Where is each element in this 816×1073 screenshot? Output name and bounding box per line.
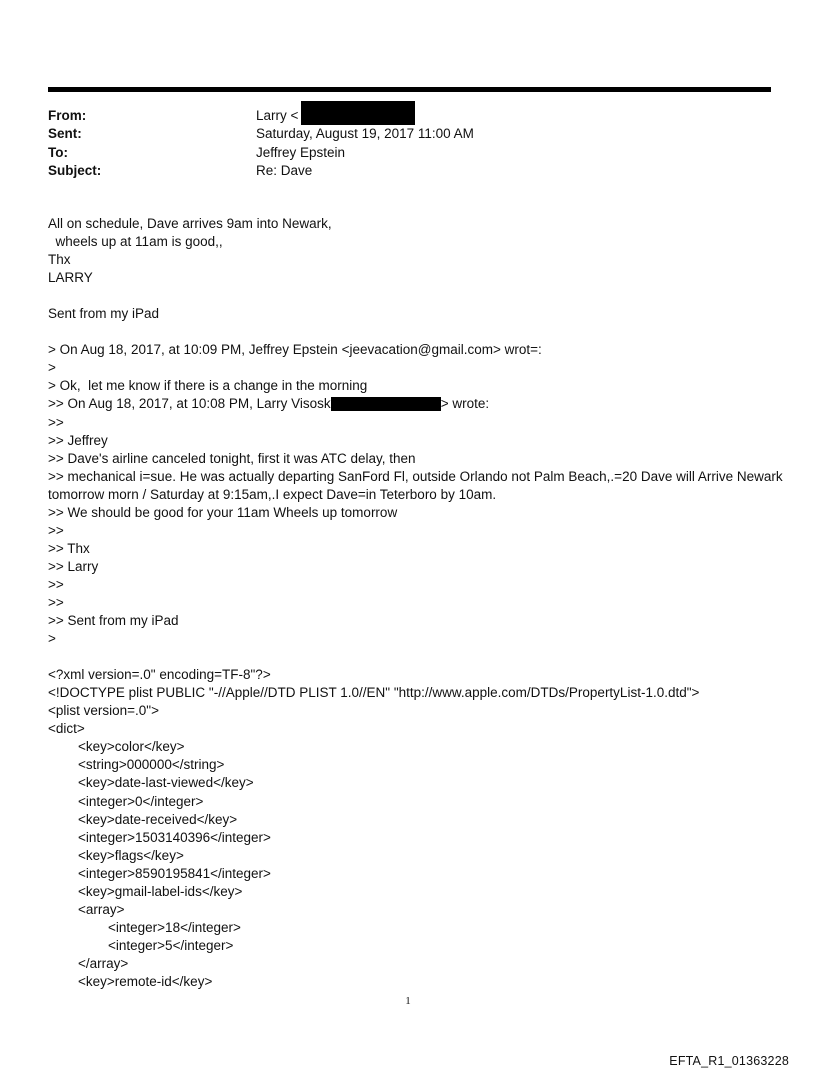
redaction-box (301, 101, 415, 125)
to-value: Jeffrey Epstein (256, 144, 346, 160)
xml-line: <key>remote-id</key> (48, 973, 213, 989)
redaction-box (331, 397, 441, 411)
xml-line: <integer>1503140396</integer> (48, 829, 271, 845)
xml-line: <integer>18</integer> (48, 919, 241, 935)
subject-row (48, 162, 474, 180)
email-body (48, 215, 788, 991)
to-label: To: (48, 144, 68, 160)
email-header (48, 107, 474, 181)
quoted-line: > On Aug 18, 2017, at 10:09 PM, Jeffrey Epstein <jeevacation@gmail.com> wrot=: (48, 342, 542, 358)
quoted-line: >> We should be good for your 11am Wheels up tomorrow (48, 504, 398, 520)
xml-line: <plist version=.0"> (48, 703, 159, 719)
from-row (48, 107, 474, 125)
xml-line: <dict> (48, 721, 85, 737)
xml-line: <key>flags</key> (48, 847, 184, 863)
quoted-line: >> Thx (48, 540, 90, 556)
subject-label: Subject: (48, 163, 102, 179)
subject-value: Re: Dave (256, 163, 313, 179)
xml-line: <string>000000</string> (48, 757, 225, 773)
body-line: All on schedule, Dave arrives 9am into Newark, (48, 216, 332, 231)
xml-line: <integer>5</integer> (48, 937, 234, 953)
xml-line: <key>color</key> (48, 739, 185, 755)
from-value: Larry < (256, 107, 415, 125)
quoted-line: >> (48, 576, 64, 592)
to-row (48, 144, 474, 162)
quoted-line-with-redaction: >> On Aug 18, 2017, at 10:08 PM, Larry Visosk > wrote: (48, 396, 490, 412)
from-label: From: (48, 108, 87, 123)
quoted-line: > (48, 631, 56, 647)
quoted-line: >> Dave's airline canceled tonight, first it was ATC delay, then (48, 450, 416, 466)
quoted-line: >> Larry (48, 558, 99, 574)
document-id: EFTA_R1_01363228 (669, 1054, 789, 1068)
xml-line: <key>date-last-viewed</key> (48, 775, 254, 791)
quoted-line: >> (48, 414, 64, 430)
sent-value: Saturday, August 19, 2017 11:00 AM (256, 126, 474, 142)
xml-line: <key>date-received</key> (48, 811, 238, 827)
quoted-line: >> Jeffrey (48, 432, 108, 448)
xml-line: <integer>8590195841</integer> (48, 865, 271, 881)
quoted-line: >> Sent from my iPad (48, 613, 179, 629)
body-line (48, 323, 788, 341)
quoted-line: >> mechanical i=sue. He was actually departing SanFord Fl, outside Orlando not Palm Beach,.=20 Dave will Arrive Newark tomorrow morn / Saturday at 9:15am,.I expect Dave=in Teterboro by 10am. (48, 468, 787, 502)
body-line: LARRY (48, 270, 93, 286)
quoted-line: > Ok, let me know if there is a change in the morning (48, 378, 368, 394)
xml-line: <?xml version=.0" encoding=TF-8"?> (48, 667, 271, 683)
quoted-line: > (48, 360, 56, 376)
page-number: 1 (405, 995, 411, 1007)
quoted-line: >> (48, 522, 64, 538)
xml-line: <integer>0</integer> (48, 793, 204, 809)
xml-line: <array> (48, 901, 125, 917)
body-line (48, 648, 788, 666)
body-line (48, 287, 788, 305)
quoted-line: >> (48, 594, 64, 610)
sent-label: Sent: (48, 126, 82, 142)
xml-line: </array> (48, 955, 129, 971)
header-rule (48, 87, 771, 92)
body-line: Thx (48, 252, 71, 268)
xml-line: <key>gmail-label-ids</key> (48, 883, 243, 899)
xml-line: <!DOCTYPE plist PUBLIC "-//Apple//DTD PLIST 1.0//EN" "http://www.apple.com/DTDs/PropertyList-1.0.dtd"> (48, 685, 700, 701)
body-line: Sent from my iPad (48, 306, 160, 322)
body-line: wheels up at 11am is good,, (48, 234, 223, 250)
sent-row (48, 125, 474, 143)
